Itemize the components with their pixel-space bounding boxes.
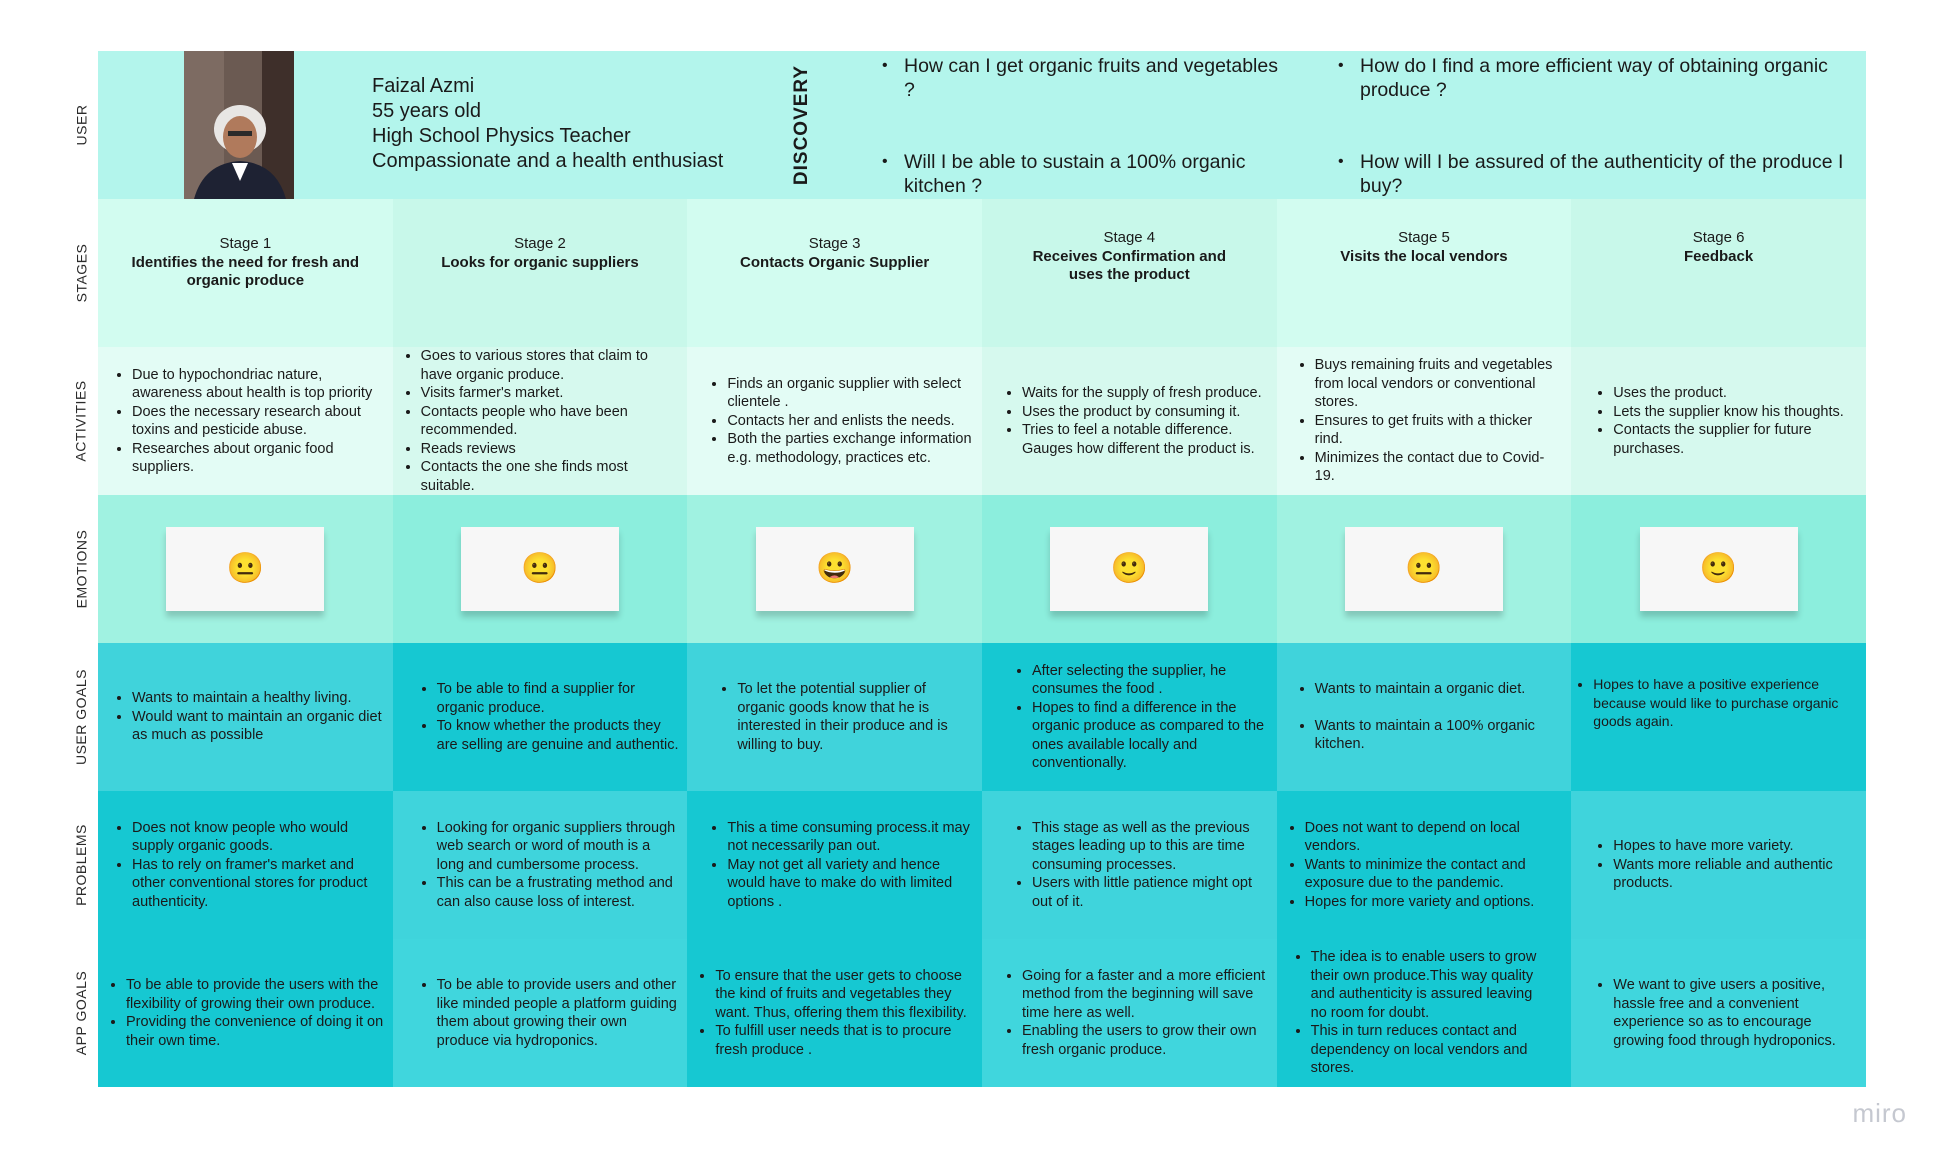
app-goals-row: [98, 939, 1866, 1087]
neutral-face-icon: 😐: [1405, 552, 1443, 585]
user-goals-cell: • To be able to find a supplier for organic produce. • To know whether the products they are selling are genuine and authentic.: [393, 643, 688, 791]
emotion-note: [166, 527, 324, 611]
stage-cell: Stage 3 Contacts Organic Supplier: [687, 199, 982, 347]
activities-cell: • Finds an organic supplier with select clientele . • Contacts her and enlists the needs. • Both the parties exchange information e.g. methodology, practices etc.: [687, 347, 982, 495]
problems-cell: • Does not know people who would supply organic goods. • Has to rely on framer's market and other conventional stores for product authenticity.: [98, 791, 393, 939]
problems-cell: • Does not want to depend on local vendors. • Wants to minimize the contact and exposure due to the pandemic. • Hopes for more variety and options.: [1277, 791, 1572, 939]
user-goals-cell: • Hopes to have a positive experience because would like to purchase organic goods again.: [1571, 643, 1866, 791]
emotion-note: [1345, 527, 1503, 611]
activities-cell: • Buys remaining fruits and vegetables from local vendors or conventional stores. • Ensures to get fruits with a thicker rind. • Minimizes the contact due to Covid-19.: [1277, 347, 1572, 495]
activities-cell: • Due to hypochondriac nature, awareness about health is top priority • Does the necessary research about toxins and pesticide abuse. • Researches about organic food suppliers.: [98, 347, 393, 495]
emotion-note: [756, 527, 914, 611]
activities-cell: • Waits for the supply of fresh produce. • Uses the product by consuming it. • Tries to feel a notable difference. Gauges how different the product is.: [982, 347, 1277, 495]
app-goals-cell: • To be able to provide users and other like minded people a platform guiding them about growing their own produce via hydroponics.: [393, 939, 688, 1087]
problems-row: [98, 791, 1866, 939]
row-label-problems: PROBLEMS: [73, 824, 89, 906]
problems-cell: • Hopes to have more variety. • Wants more reliable and authentic products.: [1571, 791, 1866, 939]
persona-age: 55 years old: [372, 100, 481, 122]
stages-row: [98, 199, 1866, 347]
row-label-stages: STAGES: [73, 243, 90, 303]
row-label-activities: ACTIVITIES: [73, 380, 90, 462]
row-label-emotions: EMOTIONS: [73, 529, 90, 609]
discovery-question: • Will I be able to sustain a 100% organic kitchen ?: [904, 150, 1294, 198]
emotion-note: [1640, 527, 1798, 611]
emotion-cell: [687, 495, 982, 643]
activities-cell: • Uses the product. • Lets the supplier know his thoughts. • Contacts the supplier for future purchases.: [1571, 347, 1866, 495]
persona-details: [372, 74, 723, 174]
grinning-face-icon: 😀: [815, 552, 854, 585]
emotion-cell: [982, 495, 1277, 643]
slightly-smiling-face-icon: 🙂: [1699, 552, 1738, 585]
miro-logo: miro: [1852, 1098, 1907, 1128]
emotion-note: [461, 527, 619, 611]
app-goals-cell: • The idea is to enable users to grow their own produce.This way quality and authenticity is assured leaving no room for doubt. • This in turn reduces contact and dependency on local vendors and stores.: [1277, 939, 1572, 1087]
user-goals-cell: • Wants to maintain a healthy living. • Would want to maintain an organic diet as much as possible: [98, 643, 393, 791]
discovery-question: • How will I be assured of the authenticity of the produce I buy?: [1360, 150, 1860, 198]
neutral-face-icon: 😐: [226, 552, 264, 585]
user-goals-cell: • After selecting the supplier, he consumes the food . • Hopes to find a difference in the organic produce as compared to the ones available locally and conventionally.: [982, 643, 1277, 791]
discovery-question: • How do I find a more efficient way of obtaining organic produce ?: [1360, 54, 1850, 102]
app-goals-cell: • To ensure that the user gets to choose the kind of fruits and vegetables they want. Thus, offering them this flexibility. • To fulfill user needs that is to procure fresh produce .: [687, 939, 982, 1087]
emotion-cell: [98, 495, 393, 643]
persona-job: High School Physics Teacher: [372, 125, 631, 147]
activities-row: [98, 347, 1866, 495]
stage-cell: Stage 2 Looks for organic suppliers: [393, 199, 688, 347]
persona-name: Faizal Azmi: [372, 75, 475, 97]
row-label-user-goals: USER GOALS: [73, 668, 89, 766]
emotion-cell: [1571, 495, 1866, 643]
problems-cell: • This a time consuming process.it may not necessarily pan out. • May not get all variety and hence would have to make do with limited options .: [687, 791, 982, 939]
row-label-app-goals: APP GOALS: [73, 970, 89, 1056]
persona-traits: Compassionate and a health enthusiast: [372, 150, 724, 172]
activities-cell: • Goes to various stores that claim to have organic produce. • Visits farmer's market. • Contacts people who have been recommended. • Reads reviews • Contacts the one she finds most suitable.: [393, 347, 688, 495]
app-goals-cell: • Going for a faster and a more efficient method from the beginning will save time here as well. • Enabling the users to grow their own fresh organic produce.: [982, 939, 1277, 1087]
emotion-cell: [393, 495, 688, 643]
row-label-user: USER: [73, 104, 89, 146]
slightly-smiling-face-icon: 🙂: [1110, 552, 1148, 585]
user-goals-row: [98, 643, 1866, 791]
emotions-row: [98, 495, 1866, 643]
stage-cell: Stage 1 Identifies the need for fresh and organic produce: [98, 199, 393, 347]
user-goals-cell: • To let the potential supplier of organic goods know that he is interested in their produce and is willing to buy.: [687, 643, 982, 791]
discovery-question: • How can I get organic fruits and vegetables ?: [904, 54, 1294, 102]
emotion-cell: [1277, 495, 1572, 643]
app-goals-cell: • We want to give users a positive, hassle free and a convenient experience so as to encourage growing food through hydroponics.: [1571, 939, 1866, 1087]
discovery-label: DISCOVERY: [791, 64, 812, 186]
persona-photo: [184, 51, 294, 199]
neutral-face-icon: 😐: [521, 552, 559, 585]
problems-cell: • Looking for organic suppliers through web search or word of mouth is a long and cumbersome process. • This can be a frustrating method and can also cause loss of interest.: [393, 791, 688, 939]
problems-cell: • This stage as well as the previous stages leading up to this are time consuming processes. • Users with little patience might opt out of it.: [982, 791, 1277, 939]
stage-cell: Stage 6 Feedback: [1571, 199, 1866, 347]
user-goals-cell: • Wants to maintain a organic diet. • Wants to maintain a 100% organic kitchen.: [1277, 643, 1572, 791]
app-goals-cell: • To be able to provide the users with the flexibility of growing their own produce. • Providing the convenience of doing it on their own time.: [98, 939, 393, 1087]
stage-cell: Stage 4 Receives Confirmation and uses the product: [982, 199, 1277, 347]
stage-cell: Stage 5 Visits the local vendors: [1277, 199, 1572, 347]
emotion-note: [1050, 527, 1208, 611]
